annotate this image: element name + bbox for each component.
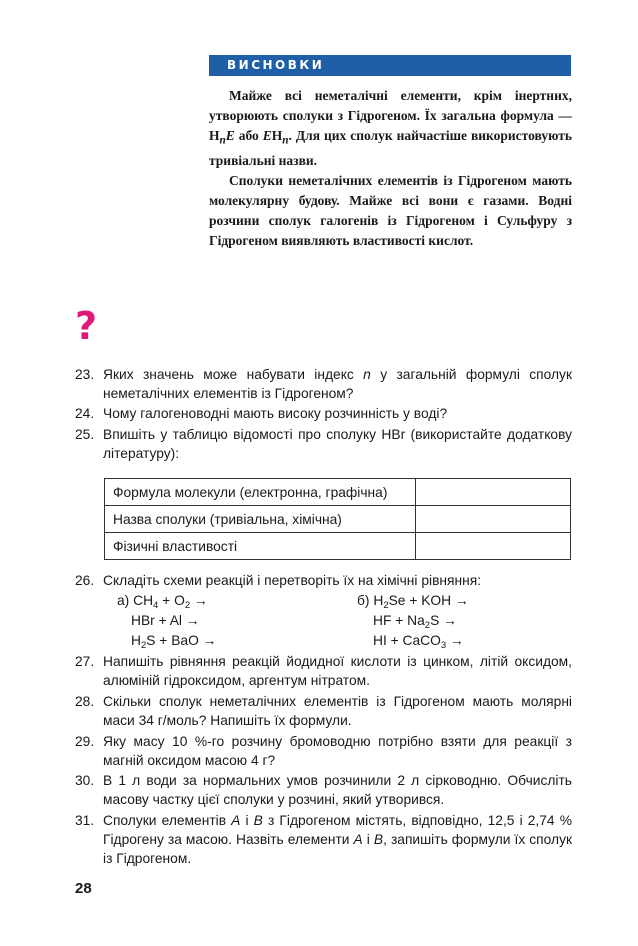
table-row-label: Назва сполуки (тривіальна, хімічна) bbox=[105, 506, 416, 533]
hbr-info-table bbox=[104, 478, 571, 560]
question-number: 27. bbox=[75, 654, 95, 669]
question-text: Чому галогеноводні мають високу розчинність у воді? bbox=[103, 406, 448, 421]
page-number: 28 bbox=[75, 880, 92, 897]
question-27 bbox=[75, 652, 572, 690]
question-25 bbox=[75, 425, 572, 463]
question-number: 23. bbox=[75, 367, 95, 382]
question-number: 26. bbox=[75, 573, 95, 588]
question-31 bbox=[75, 811, 572, 868]
question-number: 31. bbox=[75, 813, 95, 828]
question-text: Скільки сполук неметалічних елементів із Гідрогеном мають молярні маси 34 г/моль? Напишіть їх формули. bbox=[103, 694, 572, 728]
question-text: Яких значень може набувати індекс n у загальній формулі сполук неметалічних елементів із Гідрогеном? bbox=[103, 367, 572, 401]
question-text: Сполуки елементів A і B з Гідрогеном містять, відповідно, 12,5 і 2,74 % Гідрогену за масою. Назвіть елементи A і B, запишіть формули їх сполук із Гідрогеном. bbox=[103, 813, 572, 866]
question-29 bbox=[75, 732, 572, 770]
table-answer-cell[interactable] bbox=[416, 533, 571, 560]
table-answer-cell[interactable] bbox=[416, 506, 571, 533]
table-row bbox=[105, 479, 571, 506]
question-text: В 1 л води за нормальних умов розчинили 2 л сірководню. Обчисліть масову частку цієї сполуки у розчині, який утворився. bbox=[103, 773, 572, 807]
reaction-a3: $H_2S$ + BaO → bbox=[131, 633, 217, 651]
question-number: 30. bbox=[75, 773, 95, 788]
table-row-label: Фізичні властивості bbox=[105, 533, 416, 560]
question-text: Складіть схеми реакцій і перетворіть їх на хімічні рівняння: bbox=[103, 573, 482, 588]
conclusions-body bbox=[209, 86, 572, 251]
question-26 bbox=[75, 571, 572, 590]
conclusions-paragraph-2: Сполуки неметалічних елементів із Гідрогеном мають молекулярну будову. Майже всі вони є газами. Водні розчини сполук галогенів із Гідрогеном і Сульфуру з Гідрогеном виявляють властивості кислот. bbox=[209, 172, 572, 248]
reaction-a1: а) $CH_4 + O_2$ → bbox=[117, 593, 208, 611]
question-number: 28. bbox=[75, 694, 95, 709]
conclusions-header: ВИСНОВКИ bbox=[209, 55, 571, 76]
question-text: Яку масу 10 %-го розчину бромоводню потрібно взяти для реакції з магній оксидом масою 4 г? bbox=[103, 734, 572, 768]
reaction-b1: б) $H_2Se$ + KOH → bbox=[357, 593, 469, 611]
table-row bbox=[105, 533, 571, 560]
conclusions-paragraph-1: Майже всі неметалічні елементи, крім інертних, утворюють сполуки з Гідрогеном. Їх загальна формула — $H_nE$ або $EH_n$. Для цих сполук найчастіше використовують тривіальні назви. bbox=[209, 88, 573, 168]
question-number: 25. bbox=[75, 427, 95, 442]
question-mark-icon: ? bbox=[75, 304, 98, 348]
table-answer-cell[interactable] bbox=[416, 479, 571, 506]
question-23 bbox=[75, 365, 572, 403]
question-text: Впишіть у таблицю відомості про сполуку HBr (використайте додаткову літературу): bbox=[103, 427, 572, 461]
reaction-a2: HBr + Al → bbox=[131, 613, 200, 628]
table-row-label: Формула молекули (електронна, графічна) bbox=[105, 479, 416, 506]
reaction-b3: HI + CaCO$_3$ → bbox=[373, 633, 464, 651]
question-24 bbox=[75, 404, 572, 423]
question-number: 29. bbox=[75, 734, 95, 749]
question-number: 24. bbox=[75, 406, 95, 421]
question-28 bbox=[75, 692, 572, 730]
table-row bbox=[105, 506, 571, 533]
reaction-b2: HF + $Na_2S$ → bbox=[373, 613, 457, 631]
question-text: Напишіть рівняння реакцій йодидної кислоти із цинком, літій оксидом, алюміній гідроксидом, аргентум нітратом. bbox=[103, 654, 572, 688]
question-30 bbox=[75, 771, 572, 809]
